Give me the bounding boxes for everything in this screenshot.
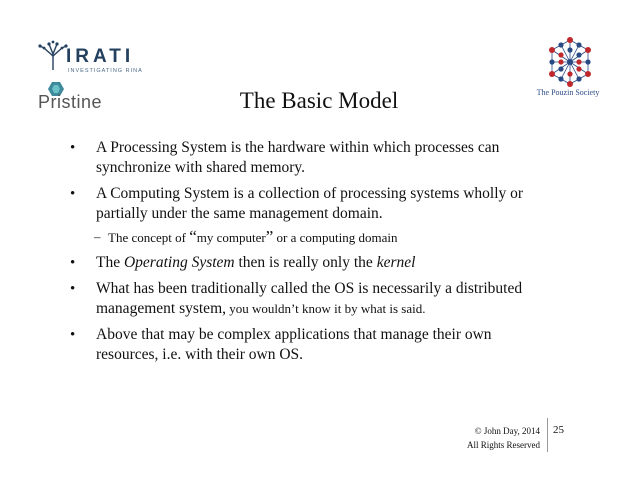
bullet-computing-system — [70, 184, 570, 224]
footer-copyright — [440, 424, 540, 452]
bullet-text: A Processing System is the hardware within which processes can — [96, 139, 500, 156]
page-number: 25 — [553, 424, 564, 436]
pouzin-society-logo — [538, 36, 602, 88]
sub-bullet-text: or a computing domain — [273, 230, 398, 245]
bullet-operating-system — [70, 253, 570, 273]
irati-logo — [36, 38, 156, 78]
bullet-processing-system — [70, 138, 570, 178]
bullet-text: resources, i.e. with their own OS. — [96, 346, 304, 363]
sub-bullet-marker: – — [94, 229, 101, 244]
footer-divider — [547, 418, 548, 452]
bullet-text: then is really only the — [234, 254, 377, 271]
bullet-marker: • — [70, 186, 76, 202]
sub-bullet-my-computer — [70, 228, 570, 247]
bullet-marker: • — [70, 327, 76, 343]
bullet-marker: • — [70, 255, 76, 271]
bullet-text: synchronize with shared memory. — [96, 159, 306, 176]
bullet-applications — [70, 325, 570, 365]
sub-bullet-text: The concept of — [108, 230, 190, 245]
bullet-emphasis: Operating System — [123, 254, 235, 271]
bullet-text: What has been traditionally called the OS is necessarily a distributed — [96, 280, 523, 297]
bullet-emphasis: kernel — [376, 254, 416, 271]
copyright-text: © John Day, 2014 — [474, 426, 540, 436]
close-quote: ” — [265, 227, 274, 246]
rights-text: All Rights Reserved — [467, 440, 540, 450]
bullet-text: The — [96, 254, 124, 271]
tree-icon — [36, 38, 70, 72]
pristine-wordmark: Pristine — [38, 92, 103, 112]
bullet-text: A Computing System is a collection of processing systems wholly or — [96, 185, 524, 202]
irati-tagline: INVESTIGATING RINA — [68, 68, 143, 74]
bullet-text: partially under the same management domain. — [96, 205, 383, 222]
bullet-text: Above that may be complex applications that manage their own — [96, 326, 492, 343]
bullet-marker: • — [70, 281, 76, 297]
bullet-aside: you wouldn’t know it by what is said. — [226, 301, 426, 316]
irati-wordmark: IRATI — [66, 46, 135, 67]
open-quote: “ — [189, 227, 197, 246]
bullet-marker: • — [70, 140, 76, 156]
bullet-list — [70, 138, 570, 371]
sub-bullet-quoted: my computer — [196, 230, 266, 245]
pouzin-society-caption: The Pouzin Society — [536, 88, 600, 97]
bullet-distributed-management — [70, 279, 570, 319]
slide-title: The Basic Model — [239, 88, 399, 113]
bullet-text: management system, — [96, 300, 226, 317]
